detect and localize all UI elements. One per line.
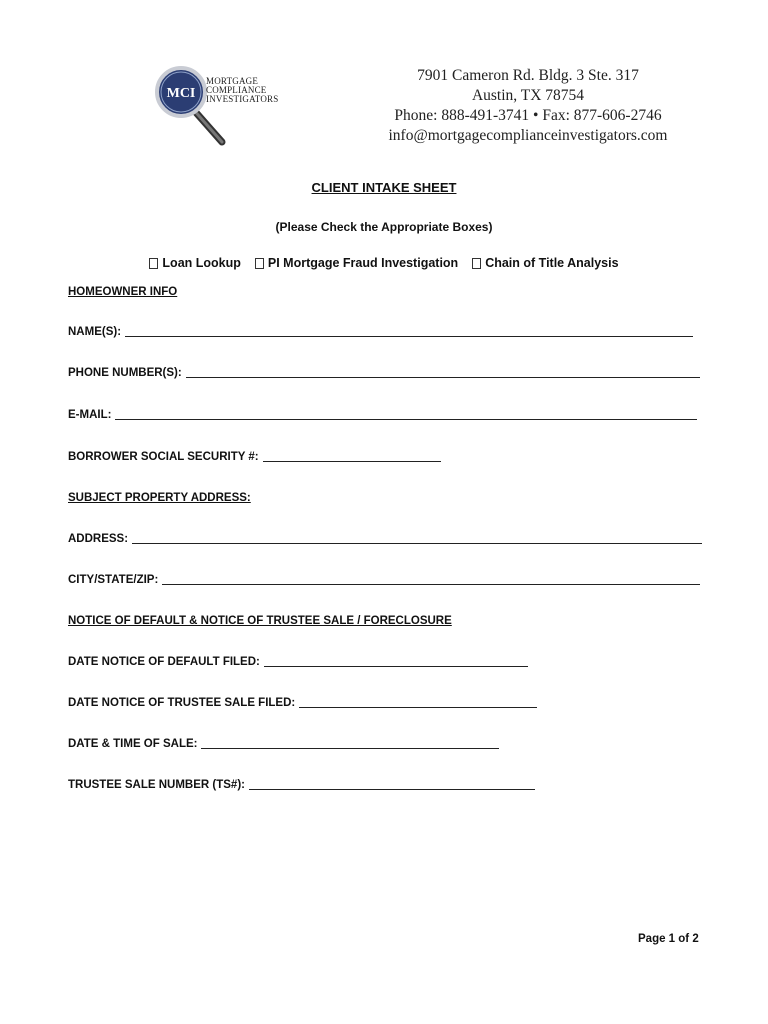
option-label: PI Mortgage Fraud Investigation (267, 256, 459, 270)
service-options (0, 256, 768, 270)
phone-fax: Phone: 888-491-3741 • Fax: 877-606-2746 (394, 107, 662, 124)
field-label: DATE NOTICE OF DEFAULT FILED: (68, 656, 260, 668)
fill-in-line[interactable] (115, 409, 697, 420)
street-address: 7901 Cameron Rd. Bldg. 3 Ste. 317 (417, 67, 639, 84)
field-label: DATE & TIME OF SALE: (68, 738, 198, 750)
phone-field[interactable] (68, 367, 700, 379)
page-number: Page 1 of 2 (638, 933, 699, 945)
fill-in-line[interactable] (299, 697, 537, 708)
logo-monogram: MCI (166, 86, 196, 101)
field-label: E-MAIL: (68, 409, 112, 421)
field-label: PHONE NUMBER(S): (68, 367, 182, 379)
field-label: DATE NOTICE OF TRUSTEE SALE FILED: (68, 697, 296, 709)
checkbox[interactable] (472, 258, 481, 269)
field-label: CITY/STATE/ZIP: (68, 574, 159, 586)
fill-in-line[interactable] (201, 738, 499, 749)
checkbox[interactable] (149, 258, 158, 269)
fill-in-line[interactable] (162, 574, 700, 585)
option-loan-lookup[interactable] (149, 256, 240, 270)
fill-in-line[interactable] (264, 656, 528, 667)
company-logo (154, 66, 304, 150)
fill-in-line[interactable] (249, 779, 535, 790)
field-label: ADDRESS: (68, 533, 129, 545)
email-field[interactable] (68, 409, 697, 421)
city-state-zip-field[interactable] (68, 574, 700, 586)
fill-in-line[interactable] (263, 451, 441, 462)
city-state-zip: Austin, TX 78754 (471, 87, 585, 104)
address-field[interactable] (68, 533, 702, 545)
fill-in-line[interactable] (132, 533, 702, 544)
contact-email: info@mortgagecomplianceinvestigators.com (388, 127, 668, 144)
field-label: TRUSTEE SALE NUMBER (TS#): (68, 779, 245, 791)
section-homeowner-info: HOMEOWNER INFO (68, 286, 178, 298)
logo-text-line: MORTGAGE (206, 76, 259, 86)
section-notice-of-default: NOTICE OF DEFAULT & NOTICE OF TRUSTEE SALE / FORECLOSURE (68, 615, 452, 627)
logo-text-line: COMPLIANCE (206, 85, 267, 95)
option-chain-of-title[interactable] (472, 256, 618, 270)
option-pi-fraud-investigation[interactable] (255, 256, 458, 270)
ts-number-field[interactable] (68, 779, 535, 791)
names-field[interactable] (68, 326, 693, 338)
page-title: CLIENT INTAKE SHEET (311, 180, 457, 195)
logo-text-line: INVESTIGATORS (206, 94, 279, 104)
ssn-field[interactable] (68, 451, 441, 463)
field-label: BORROWER SOCIAL SECURITY #: (68, 451, 259, 463)
checkbox[interactable] (255, 258, 264, 269)
page-subtitle: (Please Check the Appropriate Boxes) (275, 220, 493, 234)
nots-filed-field[interactable] (68, 697, 537, 709)
option-label: Loan Lookup (162, 256, 241, 270)
option-label: Chain of Title Analysis (485, 256, 619, 270)
sale-datetime-field[interactable] (68, 738, 499, 750)
section-property-address: SUBJECT PROPERTY ADDRESS: (68, 492, 251, 504)
nod-filed-field[interactable] (68, 656, 528, 668)
contact-info (358, 66, 698, 146)
fill-in-line[interactable] (186, 367, 700, 378)
field-label: NAME(S): (68, 326, 122, 338)
fill-in-line[interactable] (125, 326, 693, 337)
